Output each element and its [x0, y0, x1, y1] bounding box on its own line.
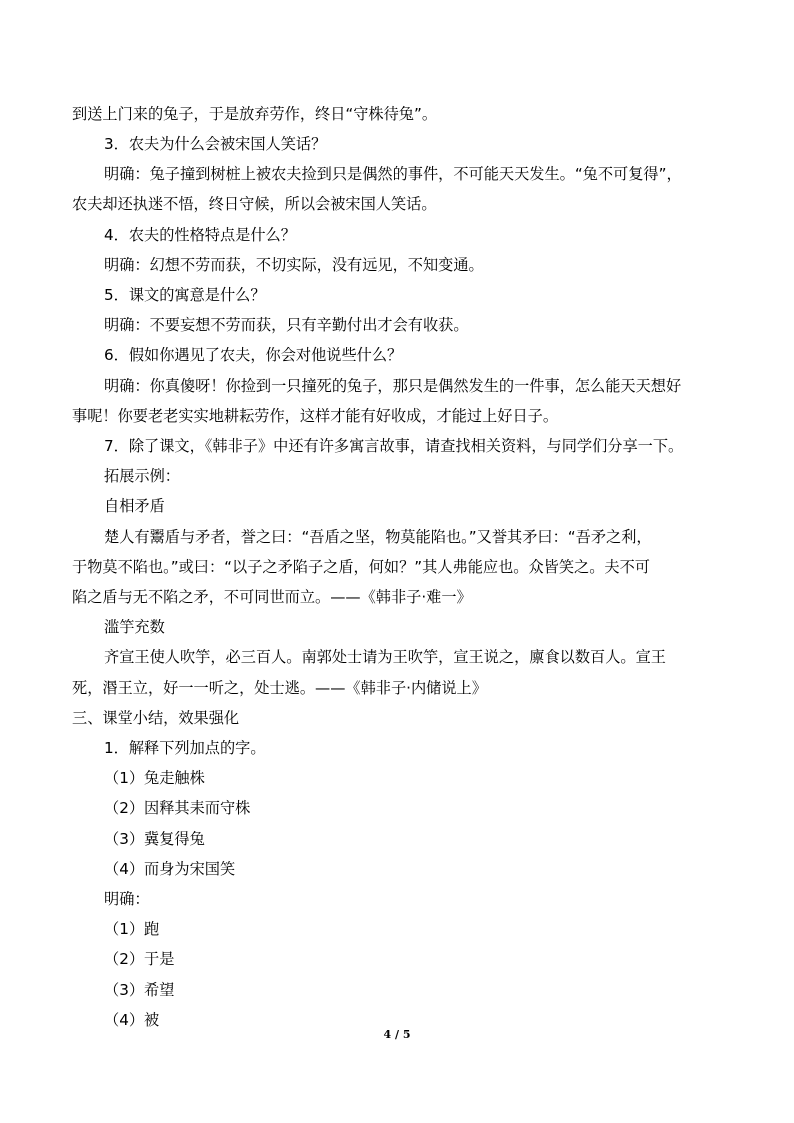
- story-1-line-3: 陷之盾与无不陷之矛，不可同世而立。——《韩非子·难一》: [72, 588, 472, 606]
- answer-6-line-2: 事呢！你要老老实实地耕耘劳作，这样才能有好收成，才能过上好日子。: [72, 407, 558, 425]
- answer-item-4: （4）被: [104, 1011, 160, 1029]
- answer-item-2: （2）于是: [104, 950, 175, 968]
- answer-3-line-2: 农夫却还执迷不悟，终日守候，所以会被宋国人笑话。: [72, 195, 437, 213]
- answer-label: 明确：: [104, 890, 150, 908]
- page-number: 4 / 5: [383, 1028, 411, 1041]
- exercise-1: 1．解释下列加点的字。: [104, 739, 266, 757]
- paragraph-line: 到送上门来的兔子，于是放弃劳作，终日“守株待兔”。: [72, 105, 438, 123]
- exercise-item-2: （2）因释其耒而守株: [104, 799, 251, 817]
- answer-4: 明确：幻想不劳而获，不切实际，没有远见，不知变通。: [104, 256, 484, 274]
- exercise-item-3: （3）冀复得兔: [104, 830, 205, 848]
- story-2-line-2: 死，湣王立，好一一听之，处士逃。——《韩非子·内储说上》: [72, 679, 487, 697]
- exercise-item-1: （1）兔走触株: [104, 769, 205, 787]
- story-1-line-1: 楚人有鬻盾与矛者，誉之曰：“吾盾之坚，物莫能陷也。”又誉其矛曰：“吾矛之利，: [104, 528, 652, 546]
- answer-item-1: （1）跑: [104, 920, 160, 938]
- answer-3-line-1: 明确：兔子撞到树桩上被农夫捡到只是偶然的事件，不可能天天发生。“兔不可复得”，: [104, 165, 682, 183]
- story-2-line-1: 齐宣王使人吹竽，必三百人。南郭处士请为王吹竽，宣王说之，廪食以数百人。宣王: [104, 648, 666, 666]
- answer-item-3: （3）希望: [104, 981, 175, 999]
- exercise-item-4: （4）而身为宋国笑: [104, 860, 236, 878]
- question-6: 6．假如你遇见了农夫，你会对他说些什么？: [104, 346, 403, 364]
- section-heading-3: 三、课堂小结，效果强化: [72, 709, 240, 727]
- answer-5: 明确：不要妄想不劳而获，只有辛勤付出才会有收获。: [104, 316, 469, 334]
- extension-label: 拓展示例：: [104, 467, 180, 485]
- question-4: 4．农夫的性格特点是什么？: [104, 226, 296, 244]
- question-3: 3．农夫为什么会被宋国人笑话？: [104, 135, 327, 153]
- answer-6-line-1: 明确：你真傻呀！你捡到一只撞死的兔子，那只是偶然发生的一件事，怎么能天天想好: [104, 377, 682, 395]
- story-1-line-2: 于物莫不陷也。”或曰：“以子之矛陷子之盾，何如？”其人弗能应也。众皆笑之。夫不可: [72, 558, 650, 576]
- question-5: 5．课文的寓意是什么？: [104, 286, 266, 304]
- story-title-1: 自相矛盾: [104, 497, 165, 515]
- story-title-2: 滥竽充数: [104, 618, 165, 636]
- question-7: 7．除了课文，《韩非子》中还有许多寓言故事，请查找相关资料，与同学们分享一下。: [104, 437, 684, 455]
